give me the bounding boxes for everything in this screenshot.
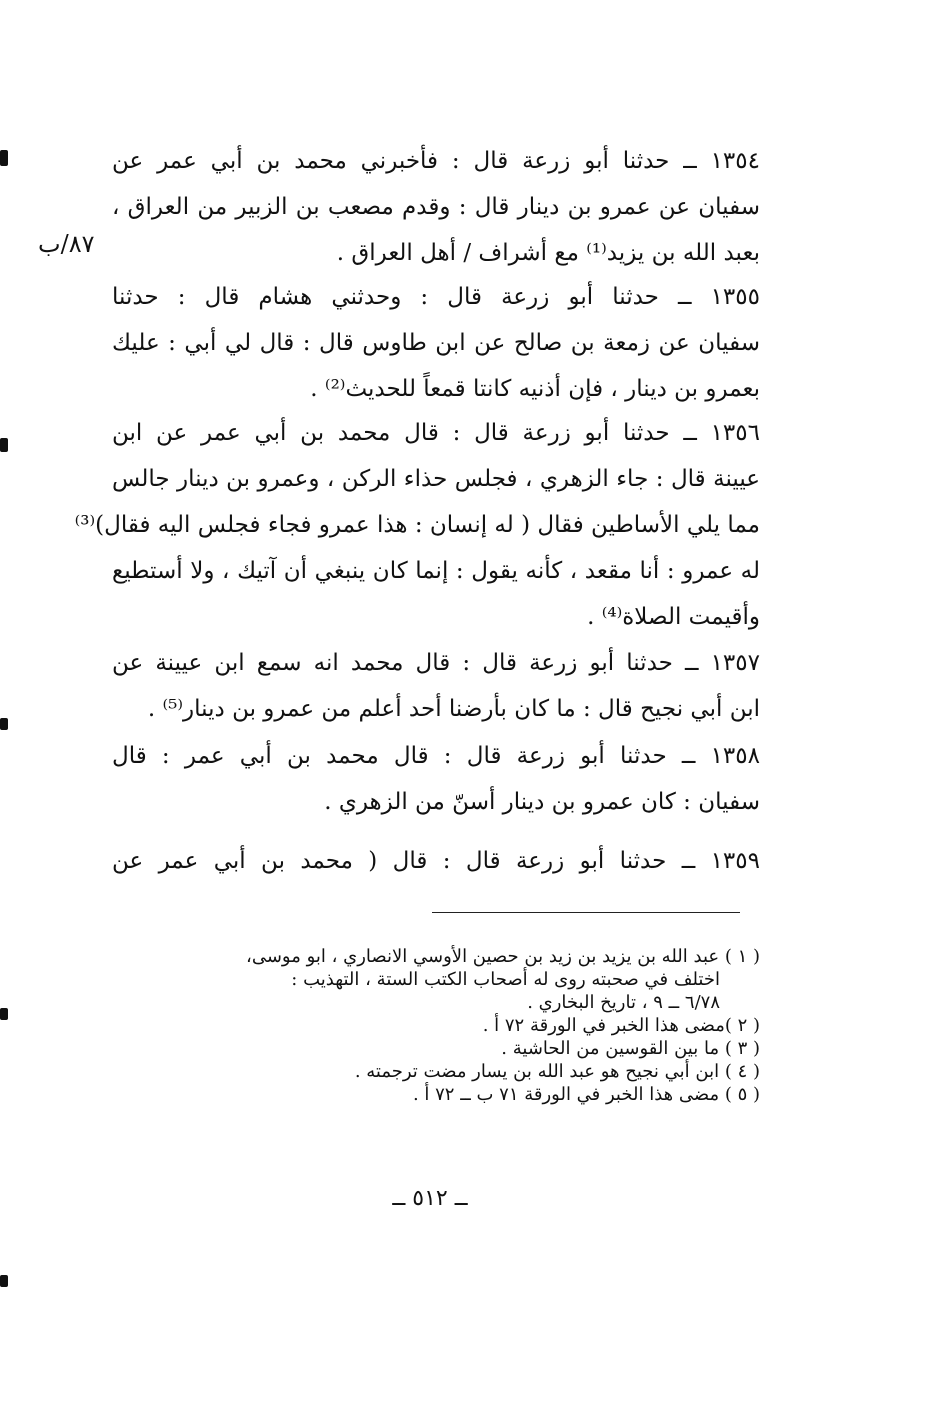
scan-mark [0,1008,8,1020]
text-line: ابن أبي نجيح قال : ما كان بأرضنا أحد أعلم من عمرو بن دينار⁽⁵⁾ . [147,696,760,722]
text-line: وأقيمت الصلاة⁽⁴⁾ . [587,604,760,630]
text-line: مما يلي الأساطين فقال ( له إنسان : هذا عمرو فجاء فجلس اليه فقال)⁽³⁾ [74,512,760,538]
text-line: سفيان عن زمعة بن صالح عن ابن طاوس قال : قال لي أبي : عليك [112,330,760,356]
footnote-line: ( ١ ) عبد الله بن يزيد بن زيد بن حصين الأوسي الانصاري ، ابو موسى، [246,946,760,967]
text-line: بعبد الله بن يزيد⁽¹⁾ مع أشراف / أهل العراق . [336,240,760,266]
footnote-line: ( ٢ )مضى هذا الخبر في الورقة ٧٢ أ . [482,1015,760,1036]
hadith-1358 [112,733,760,825]
folio-margin-note: ٨٧/ب [38,230,95,258]
text-line: ١٣٥٩ ــ حدثنا أبو زرعة قال : قال ( محمد بن أبي عمر عن [112,848,760,874]
page-number: ــ ٥١٢ ــ [392,1186,468,1211]
scan-mark [0,438,8,452]
footnote-line: ( ٥ ) مضى هذا الخبر في الورقة ٧١ ب ــ ٧٢ أ . [412,1084,760,1105]
hadith-1354 [112,138,760,276]
text-line: له عمرو : أنا مقعد ، كأنه يقول : إنما كان ينبغي أن آتيك ، ولا أستطيع [112,558,760,584]
hadith-1359 [112,838,760,884]
text-line: ١٣٥٧ ــ حدثنا أبو زرعة قال : قال محمد انه سمع ابن عيينة عن [112,650,760,676]
footnotes [246,945,760,1106]
text-line: عيينة قال : جاء الزهري ، فجلس حذاء الركن ، وعمرو بن دينار جالس [112,466,760,492]
text-line: سفيان : كان عمرو بن دينار أسنّ من الزهري . [324,789,760,815]
text-line: ١٣٥٦ ــ حدثنا أبو زرعة قال : قال محمد بن أبي عمر عن ابن [112,420,760,446]
hadith-1356 [74,410,760,640]
footnote-line: اختلف في صحبته روى له أصحاب الكتب الستة ، التهذيب : [291,969,720,990]
text-line: ١٣٥٥ ــ حدثنا أبو زرعة قال : وحدثني هشام قال : حدثنا [112,284,760,310]
footnote-line: ( ٣ ) ما بين القوسين من الحاشية . [501,1038,760,1059]
text-line: ١٣٥٨ ــ حدثنا أبو زرعة قال : قال محمد بن أبي عمر : قال [112,743,760,769]
text-line: بعمرو بن دينار ، فإن أذنيه كانتا قمعاً للحديث⁽²⁾ . [310,376,760,402]
text-line: سفيان عن عمرو بن دينار قال : وقدم مصعب بن الزبير من العراق ، [112,194,760,220]
hadith-1355 [112,274,760,412]
hadith-1357 [112,640,760,732]
footnote-line: ( ٤ ) ابن أبي نجيح هو عبد الله بن يسار مضت ترجمته . [354,1061,760,1082]
footnote-divider [432,912,740,913]
scan-mark [0,718,8,730]
scan-mark [0,150,8,166]
text-line: ١٣٥٤ ــ حدثنا أبو زرعة قال : فأخبرني محمد بن أبي عمر عن [112,148,760,174]
scan-mark [0,1275,8,1287]
footnote-line: ٦/٧٨ ــ ٩ ، تاريخ البخاري . [527,992,720,1013]
